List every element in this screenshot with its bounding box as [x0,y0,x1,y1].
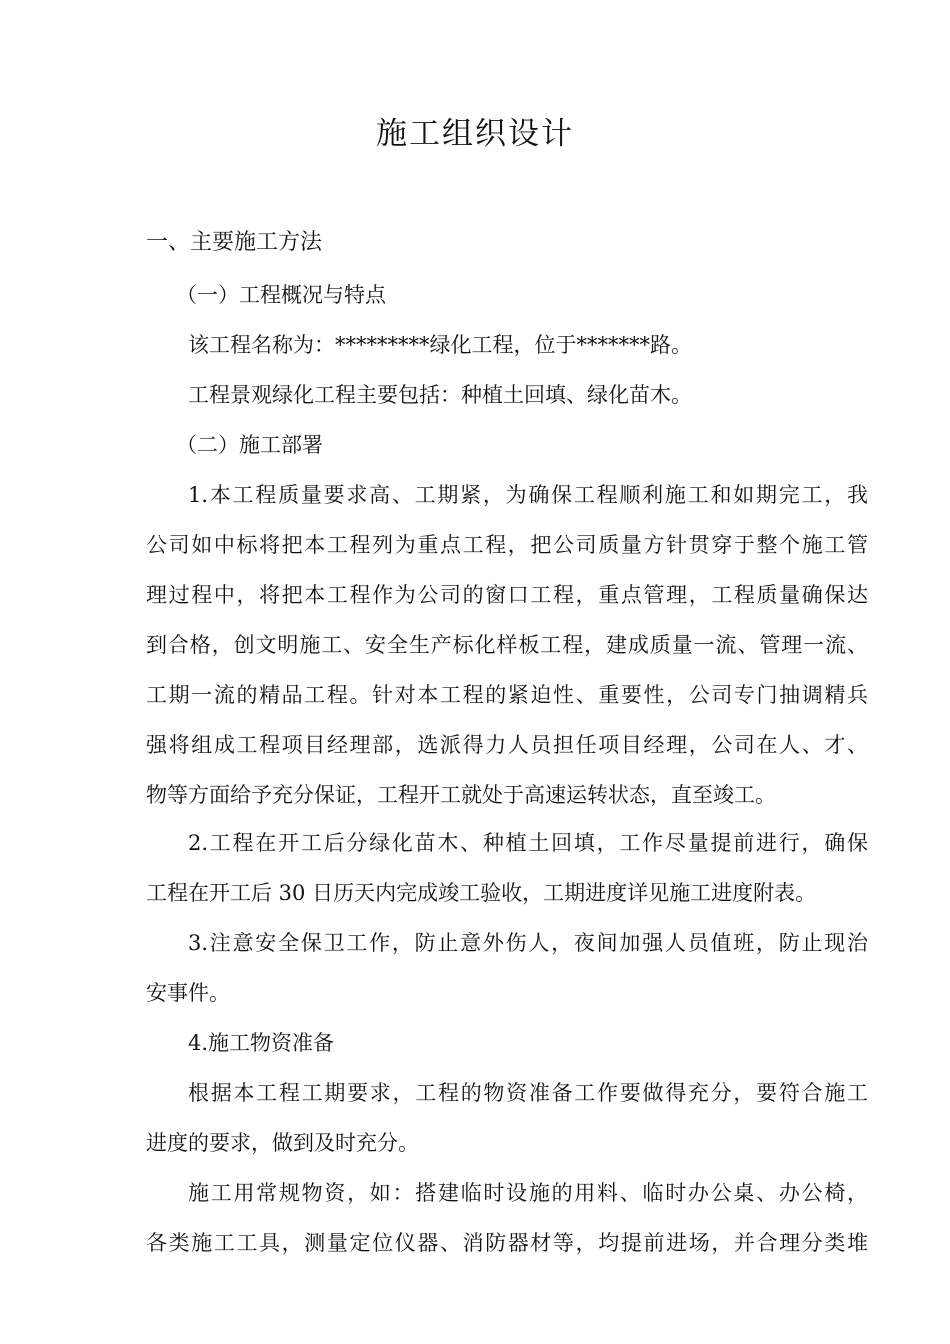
paragraph-line: 理过程中，将把本工程作为公司的窗口工程，重点管理，工程质量确保达 [146,583,868,607]
document-title: 施工组织设计 [376,116,574,152]
paragraph-project-scope: 工程景观绿化工程主要包括：种植土回填、绿化苗木。 [188,383,692,407]
section-heading-main-methods: 一、主要施工方法 [146,230,323,255]
paragraph-line: 物等方面给予充分保证，工程开工就处于高速运转状态，直至竣工。 [146,783,776,807]
paragraph-line: 2.工程在开工后分绿化苗木、种植土回填，工作尽量提前进行，确保 [188,831,868,855]
paragraph-line: 强将组成工程项目经理部，选派得力人员担任项目经理，公司在人、才、 [146,733,868,757]
paragraph-line: 施工用常规物资，如：搭建临时设施的用料、临时办公桌、办公椅， [188,1181,868,1205]
paragraph-line: 各类施工工具，测量定位仪器、消防器材等，均提前进场，并合理分类堆 [146,1231,868,1255]
paragraph-line: 1.本工程质量要求高、工期紧，为确保工程顺利施工和如期完工，我 [188,483,868,507]
paragraph-line: 公司如中标将把本工程列为重点工程，把公司质量方针贯穿于整个施工管 [146,533,868,557]
paragraph-line: 工程在开工后 30 日历天内完成竣工验收，工期进度详见施工进度附表。 [146,881,817,905]
paragraph-line: 到合格，创文明施工、安全生产标化样板工程，建成质量一流、管理一流、 [146,633,868,657]
paragraph-line: 工期一流的精品工程。针对本工程的紧迫性、重要性，公司专门抽调精兵 [146,683,868,707]
subsection-heading-overview: （一）工程概况与特点 [176,283,386,307]
paragraph-line: 进度的要求，做到及时充分。 [146,1131,419,1155]
subsection-heading-deployment: （二）施工部署 [176,433,323,457]
paragraph-line: 3.注意安全保卫工作，防止意外伤人，夜间加强人员值班，防止现治 [188,931,868,955]
paragraph-line: 根据本工程工期要求，工程的物资准备工作要做得充分，要符合施工 [188,1081,868,1105]
paragraph-heading-materials: 4.施工物资准备 [188,1031,335,1055]
paragraph-project-name: 该工程名称为：*********绿化工程，位于*******路。 [188,333,692,357]
paragraph-line: 安事件。 [146,981,230,1005]
